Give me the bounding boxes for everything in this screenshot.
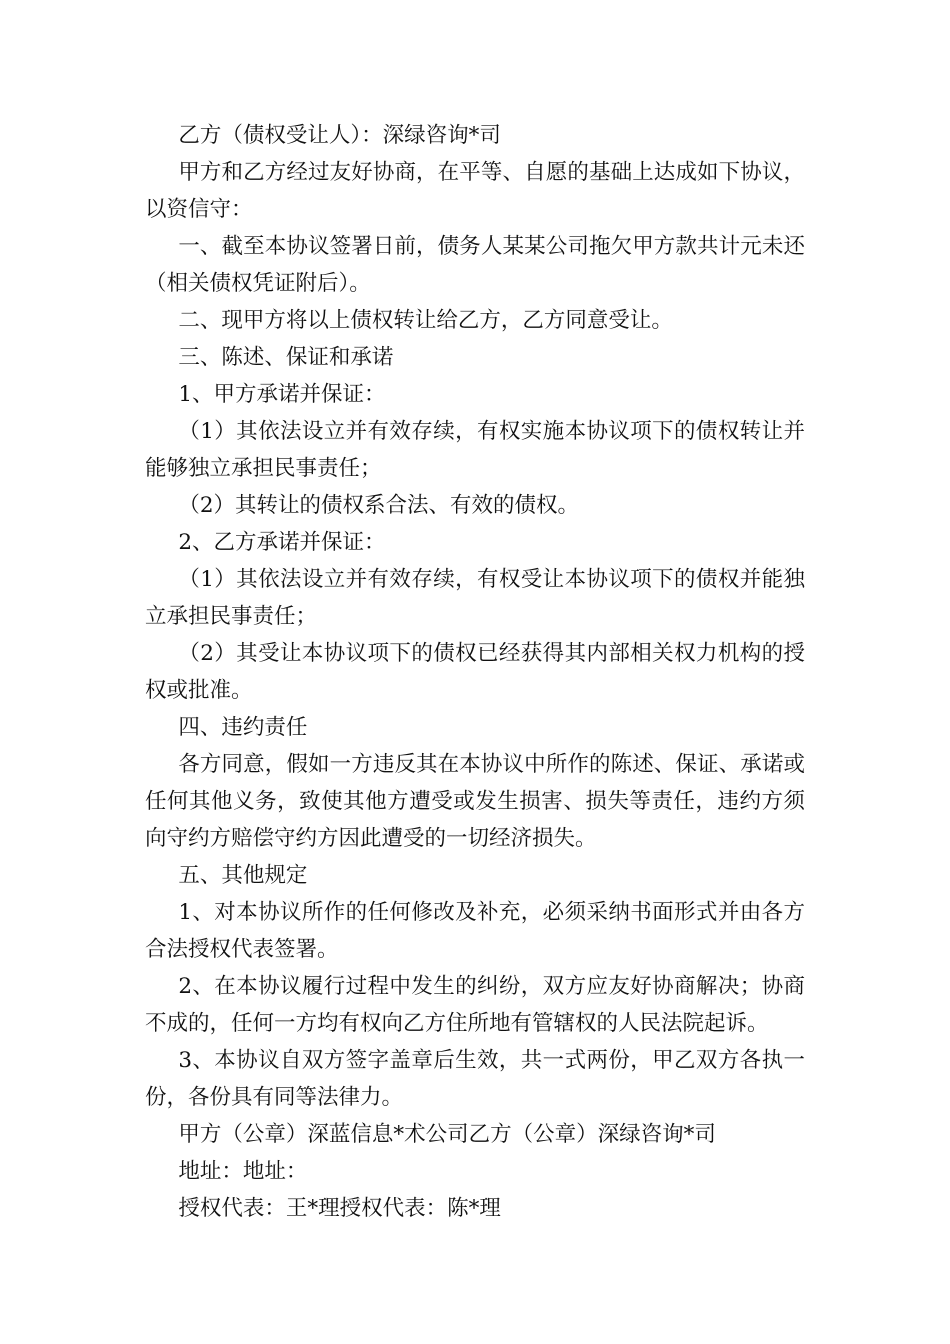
paragraph-party-b-promise: 2、乙方承诺并保证： <box>178 530 386 555</box>
paragraph-party-b: 乙方（债权受让人）：深绿咨询*司 <box>178 123 501 148</box>
paragraph-other-3: 3、本协议自双方签字盖章后生效，共一式两份，甲乙双方各执一份，各份具有同等法律力。 <box>145 1048 805 1110</box>
section-heading-breach: 四、违约责任 <box>178 715 308 740</box>
paragraph-clause-2: 二、现甲方将以上债权转让给乙方，乙方同意受让。 <box>178 308 673 333</box>
paragraph-preamble: 甲方和乙方经过友好协商，在平等、自愿的基础上达成如下协议，以资信守： <box>145 160 805 222</box>
paragraph-breach: 各方同意，假如一方违反其在本协议中所作的陈述、保证、承诺或任何其他义务，致使其他方遭受或发生损害、损失等责任，违约方须向守约方赔偿守约方因此遭受的一切经济损失。 <box>145 752 805 851</box>
paragraph-party-a-item-2: （2）其转让的债权系合法、有效的债权。 <box>178 493 579 518</box>
document-body <box>145 117 805 1227</box>
paragraph-other-1: 1、对本协议所作的任何修改及补充，必须采纳书面形式并由各方合法授权代表签署。 <box>145 900 805 962</box>
paragraph-clause-1: 一、截至本协议签署日前，债务人某某公司拖欠甲方款共计元未还（相关债权凭证附后）。 <box>145 234 805 296</box>
paragraph-party-a-promise: 1、甲方承诺并保证： <box>178 382 386 407</box>
paragraph-party-b-item-2: （2）其受让本协议项下的债权已经获得其内部相关权力机构的授权或批准。 <box>145 641 805 703</box>
section-heading-representations: 三、陈述、保证和承诺 <box>178 345 394 370</box>
signature-address: 地址：地址： <box>178 1159 308 1184</box>
paragraph-party-a-item-1: （1）其依法设立并有效存续，有权实施本协议项下的债权转让并能够独立承担民事责任； <box>145 419 805 481</box>
paragraph-party-b-item-1: （1）其依法设立并有效存续，有权受让本协议项下的债权并能独立承担民事责任； <box>145 567 805 629</box>
section-heading-other: 五、其他规定 <box>178 863 308 888</box>
signature-representatives: 授权代表：王*理授权代表：陈*理 <box>178 1196 501 1221</box>
paragraph-other-2: 2、在本协议履行过程中发生的纠纷，双方应友好协商解决；协商不成的，任何一方均有权向乙方住所地有管辖权的人民法院起诉。 <box>145 974 805 1036</box>
signature-seals: 甲方（公章）深蓝信息*术公司乙方（公章）深绿咨询*司 <box>178 1122 716 1147</box>
